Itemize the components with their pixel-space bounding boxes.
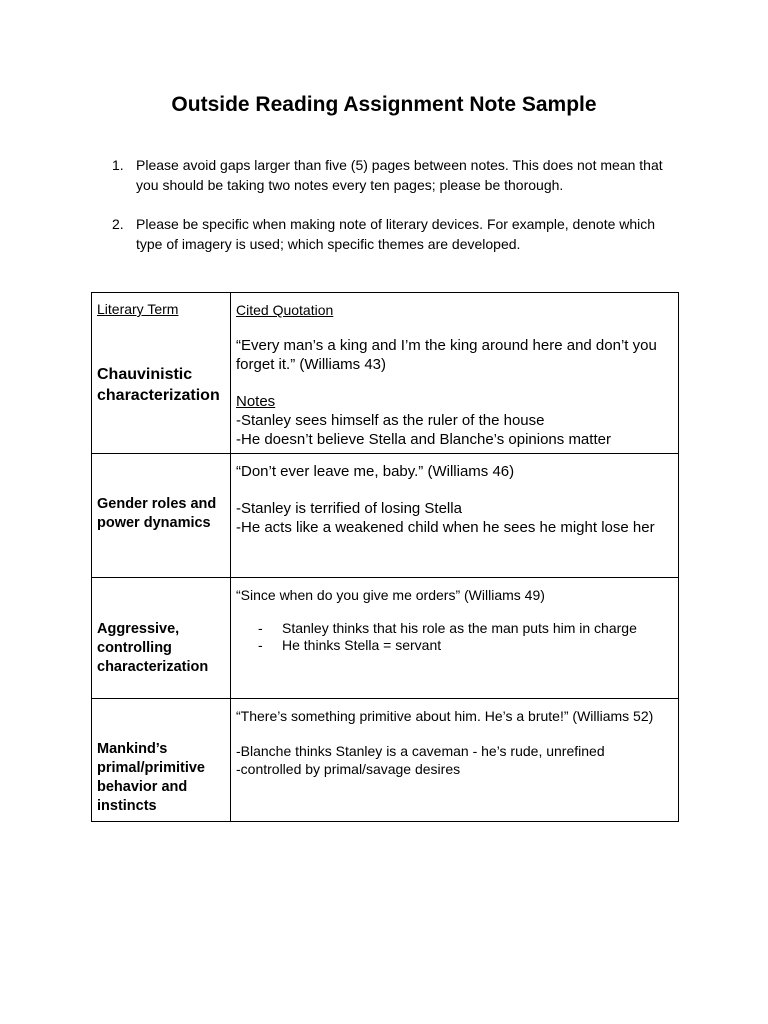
term-cell	[92, 699, 231, 822]
term-cell	[92, 578, 231, 699]
cited-quotation: “Every man’s a king and I’m the king around here and don’t you forget it.” (Williams 43)	[236, 337, 657, 373]
notes-table	[91, 292, 679, 822]
instruction-text: Please be specific when making note of literary devices. For example, denote which type of imagery is used; which specific themes are developed.	[136, 216, 656, 252]
term-cell	[92, 454, 231, 578]
instruction-item	[112, 156, 672, 195]
note-line: -He doesn’t believe Stella and Blanche’s opinions matter	[236, 431, 611, 448]
quote-cell	[231, 578, 679, 699]
instruction-number: 1.	[112, 157, 124, 173]
table-row	[92, 454, 679, 578]
header-cited-quotation: Cited Quotation	[236, 302, 334, 318]
literary-term: Aggressive, controlling characterization	[97, 621, 209, 675]
note-line: -Blanche thinks Stanley is a caveman - he’s rude, unrefined	[236, 743, 605, 759]
note-line: -Stanley is terrified of losing Stella	[236, 500, 462, 517]
cited-quotation: “Don’t ever leave me, baby.” (Williams 46)	[236, 463, 515, 480]
cited-quotation: “There’s something primitive about him. He’s a brute!” (Williams 52)	[236, 708, 654, 724]
document-title: Outside Reading Assignment Note Sample	[171, 93, 597, 116]
table-row	[92, 699, 679, 822]
notes-label: Notes	[236, 393, 276, 410]
table-row	[92, 578, 679, 699]
quote-cell	[231, 454, 679, 578]
cited-quotation: “Since when do you give me orders” (Williams 49)	[236, 587, 545, 603]
table-row	[92, 293, 679, 454]
term-cell	[92, 293, 231, 454]
literary-term: Mankind’s primal/primitive behavior and instincts	[97, 741, 205, 814]
header-literary-term: Literary Term	[97, 301, 179, 317]
instruction-number: 2.	[112, 216, 124, 232]
quote-cell	[231, 699, 679, 822]
notes-bullet-list	[236, 620, 673, 654]
instruction-text: Please avoid gaps larger than five (5) pages between notes. This does not mean that you should be taking two notes every ten pages; please be thorough.	[136, 157, 663, 193]
instruction-item	[112, 215, 672, 254]
literary-term: Chauvinistic characterization	[97, 366, 220, 404]
instructions-list	[112, 156, 672, 274]
note-line: -controlled by primal/savage desires	[236, 761, 461, 777]
literary-term: Gender roles and power dynamics	[97, 496, 217, 531]
bullet-item: - He thinks Stella = servant	[258, 637, 673, 654]
note-line: -Stanley sees himself as the ruler of the house	[236, 412, 545, 429]
bullet-item: - Stanley thinks that his role as the man puts him in charge	[258, 620, 673, 637]
quote-cell	[231, 293, 679, 454]
note-line: -He acts like a weakened child when he sees he might lose her	[236, 519, 655, 536]
